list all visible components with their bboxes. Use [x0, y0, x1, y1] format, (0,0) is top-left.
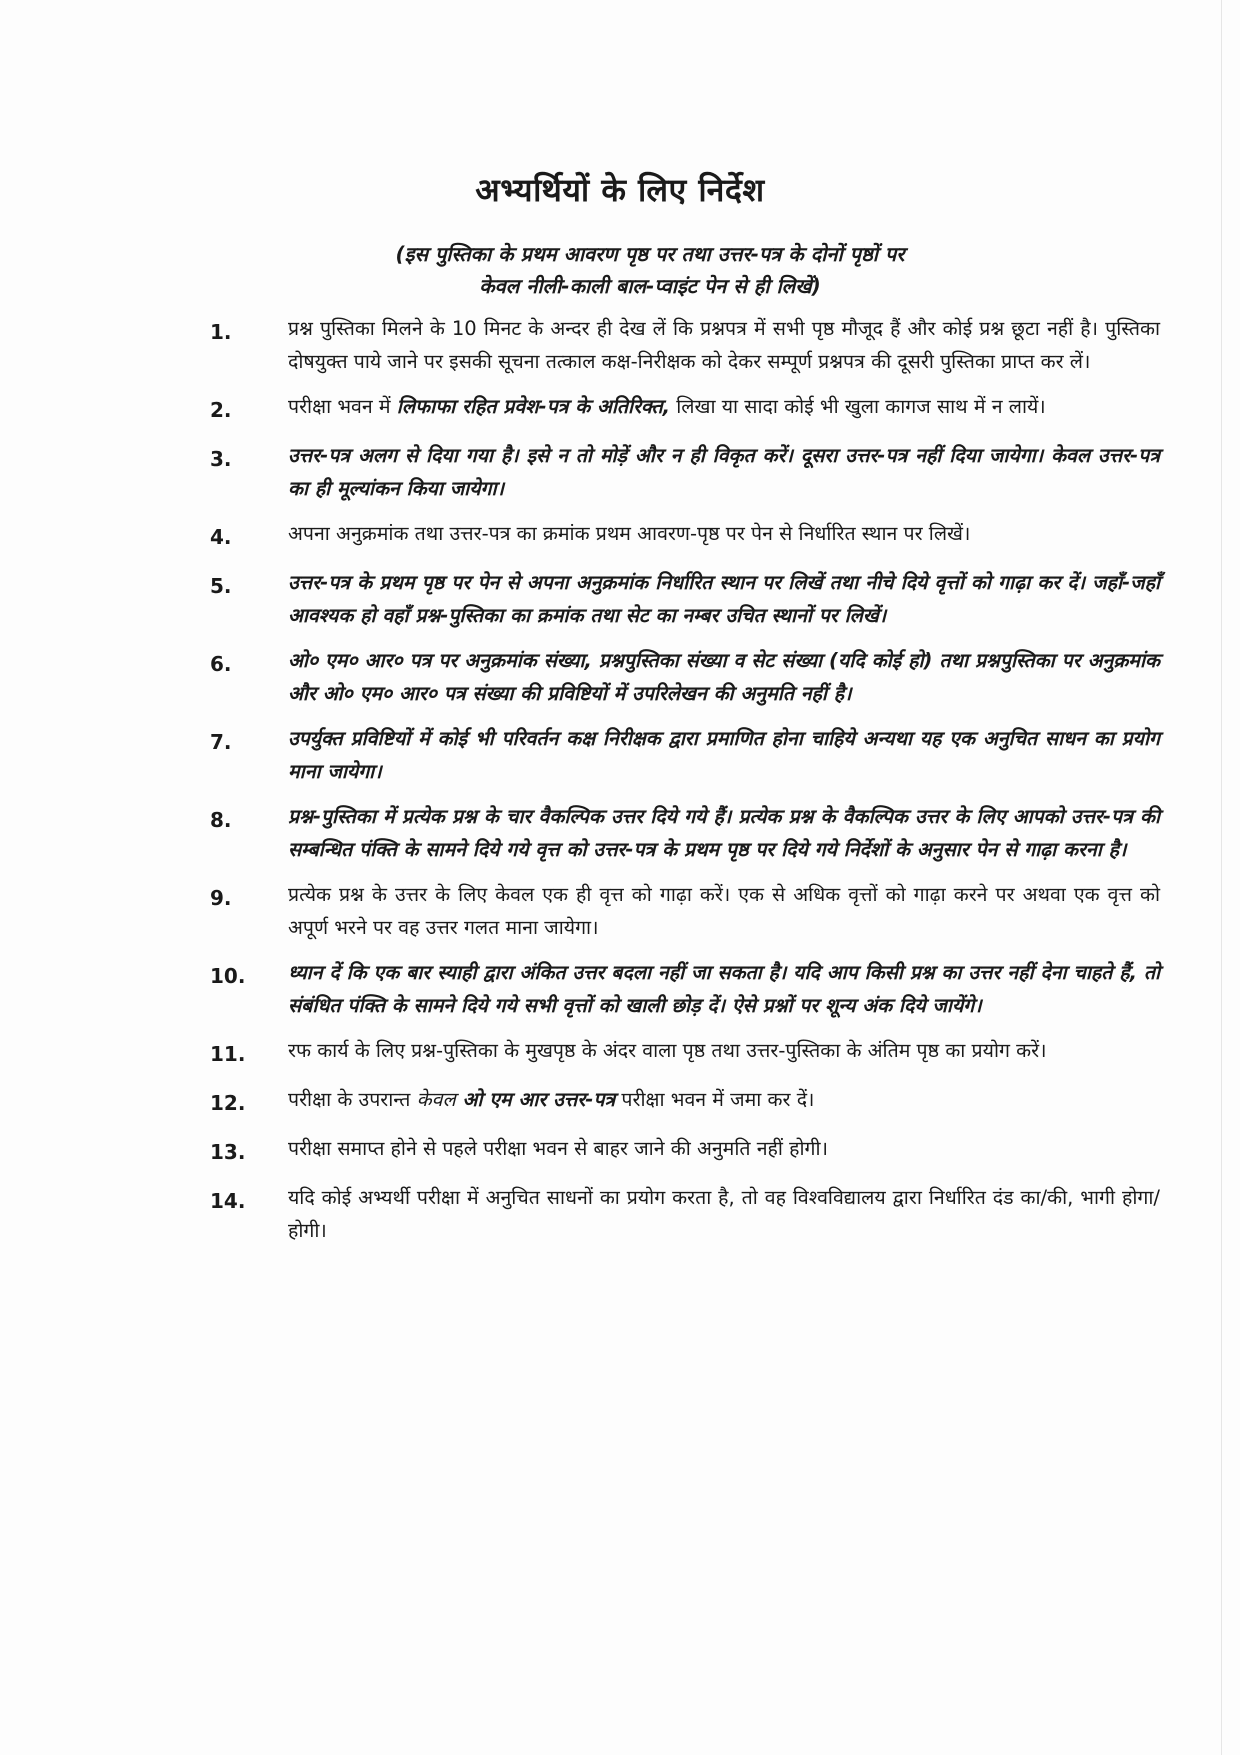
subtitle-line-2: केवल नीली-काली बाल-प्वाइंट पेन से ही लिखें)	[479, 274, 821, 298]
item-text: उत्तर-पत्र के प्रथम पृष्ठ पर पेन से अपना अनुक्रमांक निर्धारित स्थान पर लिखें तथा नीचे दिये वृत्तों को गाढ़ा कर दें। जहाँ-जहाँ आवश्यक हो वहाँ प्रश्न-पुस्तिका का क्रमांक तथा सेट का नम्बर उचित स्थानों पर लिखें।	[288, 571, 1160, 627]
instruction-item-5	[210, 566, 1160, 632]
item-text: प्रत्येक प्रश्न के उत्तर के लिए केवल एक ही वृत्त को गाढ़ा करें। एक से अधिक वृत्तों को गाढ़ा करने पर अथवा एक वृत्त को अपूर्ण भरने पर वह उत्तर गलत माना जायेगा।	[288, 883, 1160, 939]
instruction-item-8	[210, 800, 1160, 866]
item-text-part: परीक्षा के उपरान्त	[288, 1088, 417, 1111]
instruction-list	[210, 312, 1160, 1259]
instruction-item-1	[210, 312, 1160, 378]
item-number: 3.	[210, 447, 232, 471]
item-text: ओ० एम० आर० पत्र पर अनुक्रमांक संख्या, प्रश्नपुस्तिका संख्या व सेट संख्या (यदि कोई हो) तथा प्रश्नपुस्तिका पर अनुक्रमांक और ओ० एम० आर० पत्र संख्या की प्रविष्टियों में उपरिलेखन की अनुमति नहीं है।	[288, 649, 1160, 705]
item-text: प्रश्न पुस्तिका मिलने के 10 मिनट के अन्दर ही देख लें कि प्रश्नपत्र में सभी पृष्ठ मौजूद हैं और कोई प्रश्न छूटा नहीं है। पुस्तिका दोषयुक्त पाये जाने पर इसकी सूचना तत्काल कक्ष-निरीक्षक को देकर सम्पूर्ण प्रश्नपत्र की दूसरी पुस्तिका प्राप्त कर लें।	[288, 317, 1160, 373]
item-number: 8.	[210, 808, 232, 832]
item-text: रफ कार्य के लिए प्रश्न-पुस्तिका के मुखपृष्ठ के अंदर वाला पृष्ठ तथा उत्तर-पुस्तिका के अंतिम पृष्ठ का प्रयोग करें।	[288, 1039, 1047, 1062]
item-number: 1.	[210, 320, 232, 344]
item-number: 6.	[210, 652, 232, 676]
item-text: ध्यान दें कि एक बार स्याही द्वारा अंकित उत्तर बदला नहीं जा सकता है। यदि आप किसी प्रश्न का उत्तर नहीं देना चाहते हैं, तो संबंधित पंक्ति के सामने दिये गये सभी वृत्तों को खाली छोड़ दें। ऐसे प्रश्नों पर शून्य अंक दिये जायेंगे।	[288, 961, 1160, 1017]
item-text-part: परीक्षा भवन में	[288, 395, 397, 418]
item-text-part: लिखा या सादा कोई भी खुला कागज साथ में न लायें।	[670, 395, 1046, 418]
item-text	[288, 390, 1160, 423]
instruction-item-9	[210, 878, 1160, 944]
item-text: उपर्युक्त प्रविष्टियों में कोई भी परिवर्तन कक्ष निरीक्षक द्वारा प्रमाणित होना चाहिये अन्यथा यह एक अनुचित साधन का प्रयोग माना जायेगा।	[288, 727, 1160, 783]
item-text: अपना अनुक्रमांक तथा उत्तर-पत्र का क्रमांक प्रथम आवरण-पृष्ठ पर पेन से निर्धारित स्थान पर लिखें।	[288, 522, 971, 545]
instruction-item-4	[210, 517, 1160, 554]
instruction-item-13	[210, 1132, 1160, 1169]
item-number: 9.	[210, 886, 232, 910]
item-text: परीक्षा समाप्त होने से पहले परीक्षा भवन से बाहर जाने की अनुमति नहीं होगी।	[288, 1137, 828, 1160]
instruction-item-10	[210, 956, 1160, 1022]
instruction-item-12	[210, 1083, 1160, 1120]
item-text-emphasis: लिफाफा रहित प्रवेश-पत्र के अतिरिक्त,	[396, 395, 671, 418]
item-text: उत्तर-पत्र अलग से दिया गया है। इसे न तो मोड़ें और न ही विकृत करें। दूसरा उत्तर-पत्र नहीं दिया जायेगा। केवल उत्तर-पत्र का ही मूल्यांकन किया जायेगा।	[288, 444, 1160, 500]
item-number: 5.	[210, 574, 232, 598]
instruction-item-11	[210, 1034, 1160, 1071]
item-text	[288, 1083, 1160, 1116]
item-number: 10.	[210, 964, 246, 988]
instruction-item-6	[210, 644, 1160, 710]
instruction-item-2	[210, 390, 1160, 427]
page-title: अभ्यर्थियों के लिए निर्देश	[475, 171, 765, 209]
item-text-italic: केवल	[416, 1088, 456, 1111]
item-number: 12.	[210, 1091, 246, 1115]
item-text-emphasis: ओ एम आर उत्तर-पत्र	[455, 1088, 616, 1111]
item-number: 7.	[210, 730, 232, 754]
instruction-item-3	[210, 439, 1160, 505]
item-number: 4.	[210, 525, 232, 549]
item-text-part: परीक्षा भवन में जमा कर दें।	[615, 1088, 815, 1111]
item-text: प्रश्न-पुस्तिका में प्रत्येक प्रश्न के चार वैकल्पिक उत्तर दिये गये हैं। प्रत्येक प्रश्न के वैकल्पिक उत्तर के लिए आपको उत्तर-पत्र की सम्बन्धित पंक्ति के सामने दिये गये वृत्त को उत्तर-पत्र के प्रथम पृष्ठ पर दिये गये निर्देशों के अनुसार पेन से गाढ़ा करना है।	[288, 805, 1160, 861]
item-number: 13.	[210, 1140, 246, 1164]
instruction-item-14	[210, 1181, 1160, 1247]
page-edge-line	[1221, 0, 1222, 1755]
item-number: 14.	[210, 1189, 246, 1213]
subtitle-line-1: (इस पुस्तिका के प्रथम आवरण पृष्ठ पर तथा उत्तर-पत्र के दोनों पृष्ठों पर	[395, 242, 905, 266]
item-number: 2.	[210, 398, 232, 422]
instruction-item-7	[210, 722, 1160, 788]
item-number: 11.	[210, 1042, 246, 1066]
item-text: यदि कोई अभ्यर्थी परीक्षा में अनुचित साधनों का प्रयोग करता है, तो वह विश्वविद्यालय द्वारा निर्धारित दंड का/की, भागी होगा/होगी।	[288, 1186, 1160, 1242]
